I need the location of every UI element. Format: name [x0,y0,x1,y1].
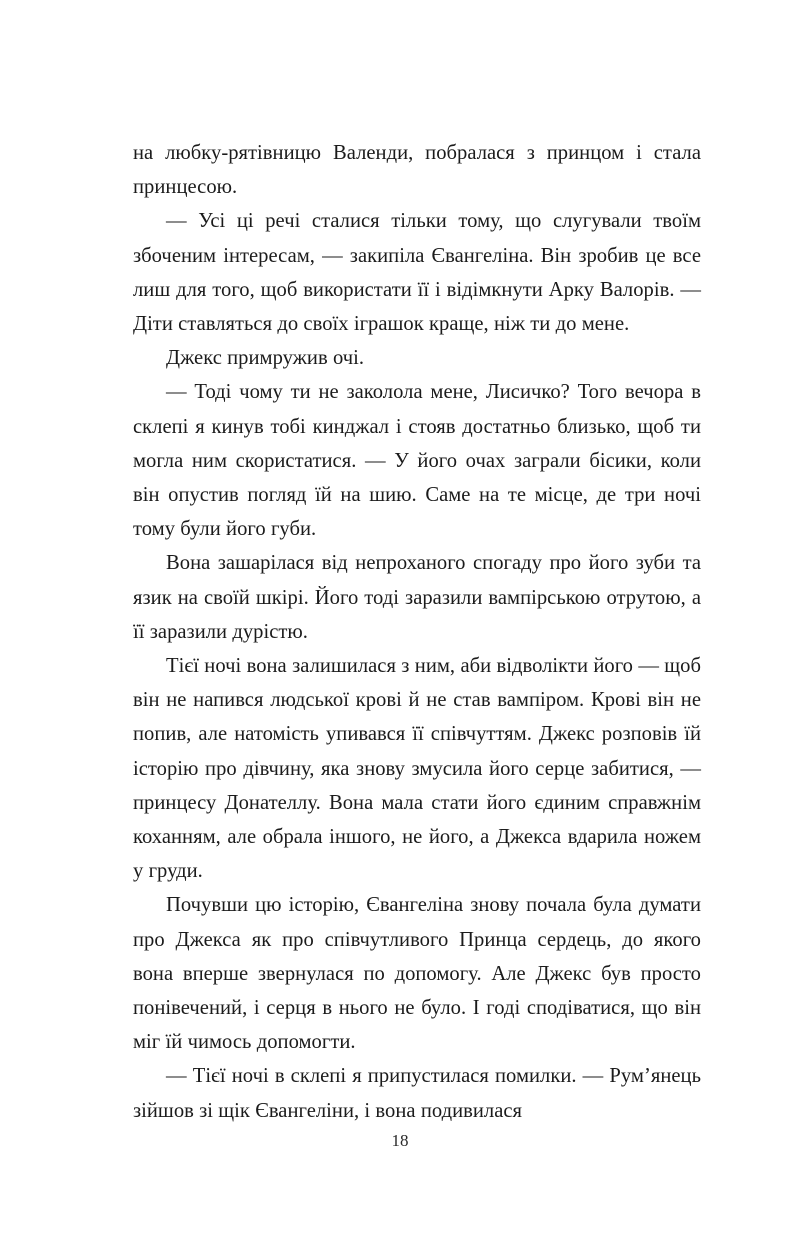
paragraph: на любку-рятівницю Валенди, побралася з принцом і стала принцесою. [133,142,701,199]
paragraph: — Тоді чому ти не заколола мене, Лисичко? Того вечора в склепі я кинув тобі кинджал і стояв достатньо близько, щоб ти могла ним скористатися. — У його очах заграли бісики, коли він опустив погляд їй на шию. Саме на те місце, де три ночі тому були його губи. [133,381,701,541]
paragraph: Тієї ночі вона залишилася з ним, аби відволікти його — щоб він не напився людської крові й не став вампіром. Крові він не попив, але натомість упивався її співчуттям. Джекс розповів їй історію про дівчину, яка знову змусила його серце забитися, — принцесу Донателлу. Вона мала стати його єдиним справжнім коханням, але обрала іншого, не його, а Джекса вдарила ножем у груди. [133,655,701,883]
page-text-body [133,136,701,1128]
paragraph: — Тієї ночі в склепі я припустилася помилки. — Рум’янець зійшов зі щік Євангеліни, і вона подивилася [133,1065,701,1122]
paragraph: Вона зашарілася від непроханого спогаду про його зуби та язик на своїй шкірі. Його тоді заразили вампірською отрутою, а її заразили дурістю. [133,552,701,643]
paragraph: Почувши цю історію, Євангеліна знову почала була думати про Джекса як про співчутливого Принца сердець, до якого вона вперше звернулася по допомогу. Але Джекс був просто понівечений, і серця в нього не було. І годі сподіватися, що він міг їй чимось допомогти. [133,894,701,1054]
page-number: 18 [391,1131,409,1150]
paragraph: Джекс примружив очі. [166,347,365,370]
paragraph: — Усі ці речі сталися тільки тому, що слугували твоїм збоченим інтересам, — закипіла Євангеліна. Він зробив це все лиш для того, щоб використати її і відімкнути Арку Валорів. — Діти ставляться до своїх іграшок краще, ніж ти до мене. [133,210,701,336]
